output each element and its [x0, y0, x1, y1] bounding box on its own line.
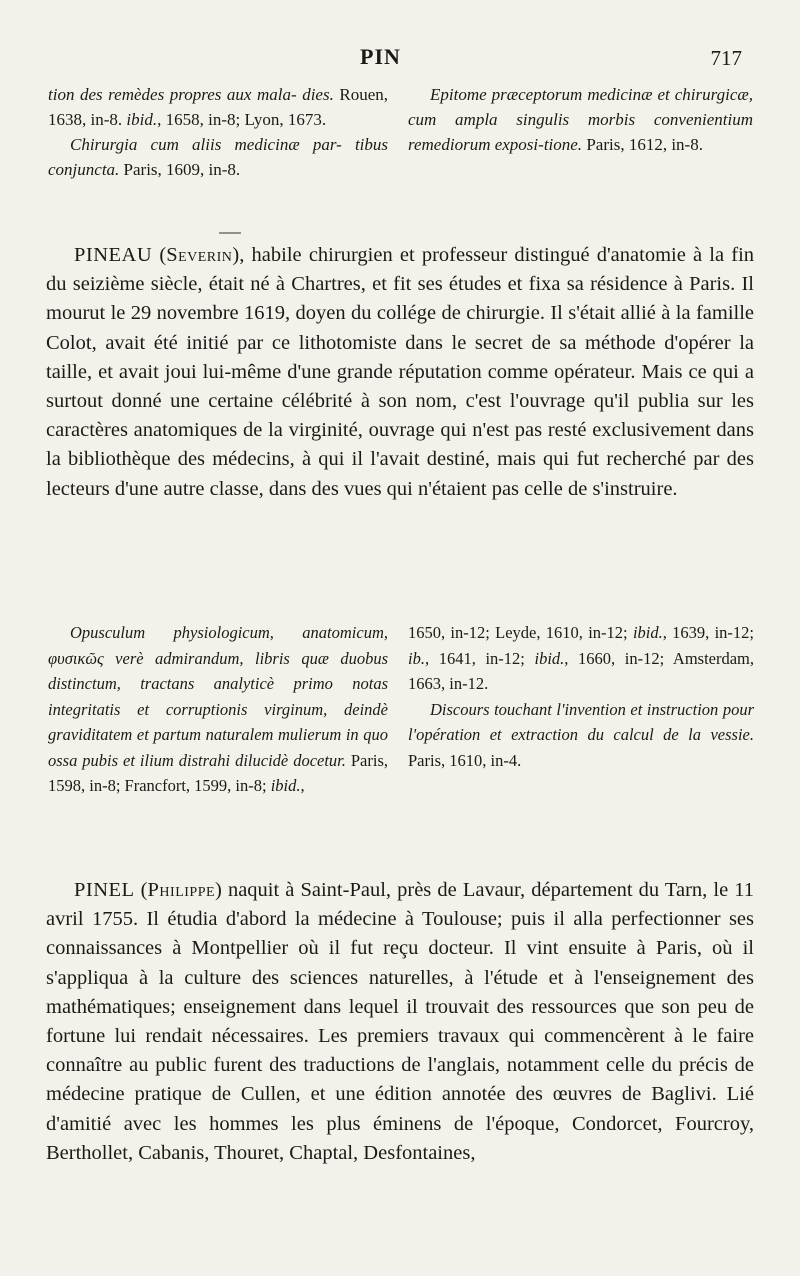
top-columns	[48, 82, 753, 182]
opusculum-citation: Opusculum physiologicum, anatomicum, φυσικῶς verè admirandum, libris quæ duobus distinctum, tractans analyticè primo notas integritatis et corruptionis virginum, deindè graviditatem et partum naturalem mulierum in quo ossa pubis et ilium distrahi dilucidè docetur. Paris, 1598, in-8; Francfort, 1599, in-8; ibid.,	[48, 623, 388, 795]
epitome-citation: Epitome præceptorum medicinæ et chirurgicæ, cum ampla singulis morbis convenientium remediorum exposi-tione. Paris, 1612, in-8.	[408, 85, 753, 154]
entry-text-pinel: naquit à Saint-Paul, près de Lavaur, département du Tarn, le 11 avril 1755. Il étudia d'abord la médecine à Toulouse; puis il alla perfectionner ses connaissances à Montpellier où il fut reçu docteur. Il vint ensuite à Paris, où il s'appliqua à la culture des sciences naturelles, à l'étude et à l'enseignement des mathématiques; enseignement dans lequel il trouvait des ressources que son peu de fortune lui rendait nécessaires. Les premiers travaux qui commencèrent à le faire connaître au public furent des traductions de l'anglais, notamment celle du précis de médecine pratique de Cullen, et une édition annotée des œuvres de Baglivi. Lié d'amitié avec les hommes les plus éminens de l'époque, Condorcet, Fourcroy, Berthollet, Cabanis, Thouret, Chaptal, Desfontaines,	[46, 879, 755, 1164]
headword-pinel: PINEL	[74, 879, 135, 901]
chirurgia-citation: Chirurgia cum aliis medicinæ par- tibus conjuncta. Paris, 1609, in-8.	[48, 135, 388, 179]
works-columns	[48, 620, 754, 799]
top-right-column	[408, 82, 753, 182]
discours-citation: Discours touchant l'invention et instruction pour l'opération et extraction du calcul de la vessie. Paris, 1610, in-4.	[408, 699, 754, 770]
headword-pineau: PINEAU	[74, 244, 153, 266]
firstname-pineau: Severin	[166, 244, 233, 266]
entry-text-pineau: , habile chirurgien et professeur distingué d'anatomie à la fin du seizième siècle, était né à Chartres, et fit ses études et fixa sa résidence à Paris. Il mourut le 29 novembre 1619, doyen du collége de chirurgie. Il s'était allié à la famille Colot, avait été initié par ce lithotomiste dans le secret de sa méthode d'opérer la taille, et avait joui lui-même d'une grande réputation comme opérateur. Mais ce qui a surtout donné une certaine célébrité à son nom, c'est l'ouvrage qu'il publia sur les caractères anatomiques de la virginité, ouvrage qui n'est pas resté exclusivement dans la bibliothèque des médecins, à qui il l'avait destiné, mais qui fut recherché par des lecteurs d'une autre classe, dans des vues qui n'étaient pas celle de s'instruire.	[46, 244, 755, 500]
editions-citation: 1650, in-12; Leyde, 1610, in-12; ibid., 1639, in-12; ib., 1641, in-12; ibid., 1660, in-12; Amsterdam, 1663, in-12.	[408, 623, 755, 693]
page-header	[0, 44, 800, 74]
firstname-pinel: Philippe	[147, 879, 216, 901]
top-left-column	[48, 82, 388, 182]
entry-pineau: PINEAU (Severin), habile chirurgien et professeur distingué d'anatomie à la fin du seizième siècle, était né à Chartres, et fit ses études et fixa sa résidence à Paris. Il mourut le 29 novembre 1619, doyen du collége de chirurgie. Il s'était allié à la famille Colot, avait été initié par ce lithotomiste dans le secret de sa méthode d'opérer la taille, et avait joui lui-même d'une grande réputation comme opérateur. Mais ce qui a surtout donné une certaine célébrité à son nom, c'est l'ouvrage qu'il publia sur les caractères anatomiques de la virginité, ouvrage qui n'est pas resté exclusivement dans la bibliothèque des médecins, à qui il l'avait destiné, mais qui fut recherché par des lecteurs d'une autre classe, dans des vues qui n'étaient pas celle de s'instruire.	[46, 244, 755, 500]
remedes-citation: tion des remèdes propres aux mala- dies. Rouen, 1638, in-8. ibid., 1658, in-8; Lyon, 1673.	[48, 85, 388, 129]
section-separator	[218, 228, 242, 238]
entry-pinel: PINEL (Philippe) naquit à Saint-Paul, près de Lavaur, département du Tarn, le 11 avril 1755. Il étudia d'abord la médecine à Toulouse; puis il alla perfectionner ses connaissances à Montpellier où il fut reçu docteur. Il vint ensuite à Paris, où il s'appliqua à la culture des sciences naturelles, à l'étude et à l'enseignement des mathématiques; enseignement dans lequel il trouvait des ressources que son peu de fortune lui rendait nécessaires. Les premiers travaux qui commencèrent à le faire connaître au public furent des traductions de l'anglais, notamment celle du précis de médecine pratique de Cullen, et une édition annotée des œuvres de Baglivi. Lié d'amitié avec les hommes les plus éminens de l'époque, Condorcet, Fourcroy, Berthollet, Cabanis, Thouret, Chaptal, Desfontaines,	[46, 879, 755, 1164]
works-left-column	[48, 620, 388, 799]
page-number: 717	[710, 46, 742, 70]
works-right-column	[408, 620, 754, 799]
running-head: PIN	[360, 44, 401, 69]
